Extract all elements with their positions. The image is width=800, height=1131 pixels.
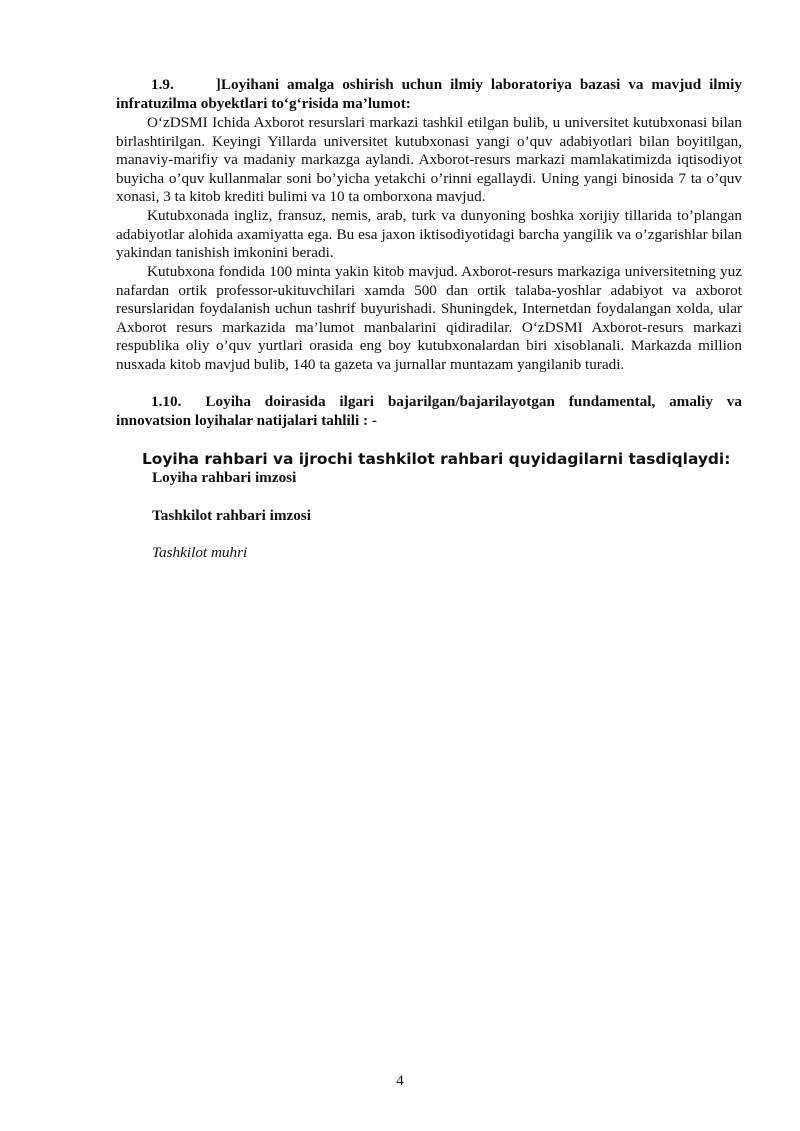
org-seal-label: Tashkilot muhri bbox=[152, 544, 248, 561]
section-1-10-number: 1.10. bbox=[151, 393, 182, 410]
paragraph-3 bbox=[116, 263, 742, 375]
leader-signature-label: Loyiha rahbari imzosi bbox=[152, 469, 297, 486]
paragraph-3-text: Kutubxona fondida 100 minta yakin kitob mavjud. Axborot-resurs markaziga universitetning yuz nafardan ortik professor-ukituvchilari xamda 500 dan ortik talaba-yoshlar adabiyot va axborot resurslaridan foydalanish uchun tashrif buyurishadi. Shuningdek, Internetdan foydalangan xolda, ular Axborot resurs markazida ma’lumot manbalarini qidiradilar. O‘zDSMI Axborot-resurs markazi respublika oliy o’quv yurtlari orasida eng boy kutubxonalardan biri xisoblanali. Markazda million nusxada kitob mavjud bulib, 140 ta gazeta va jurnallar muntazam yangilanib turadi. bbox=[116, 263, 742, 373]
section-1-9-heading bbox=[116, 76, 742, 113]
paragraph-2-text: Kutubxonada ingliz, fransuz, nemis, arab, turk va dunyoning boshka xorijiy tillarida to’plangan adabiyotlar alohida axamiyatta ega. Bu esa jaxon iktisodiyotidagi barcha yangilik va o’zgarishlar bilan yakindan tanishish imkonini beradi. bbox=[116, 207, 742, 262]
section-1-9-number: 1.9. bbox=[151, 76, 174, 93]
org-signature-label: Tashkilot rahbari imzosi bbox=[152, 507, 311, 524]
paragraph-1 bbox=[116, 114, 742, 207]
paragraph-2 bbox=[116, 207, 742, 263]
section-1-10-heading bbox=[116, 393, 742, 430]
paragraph-1-text: O‘zDSMI Ichida Axborot resurslari markazi tashkil etilgan bulib, u universitet kutubxonasi bilan birlashtirilgan. Keyingi Yillarda universitet kutubxonasi yangi o’quv adabiyotlari bilan boyitilgan, manaviy-marifiy va madaniy markazga aylandi. Axborot-resurs markazi mamlakatimizda iqtisodiyot buyicha o’quv kullanmalar soni bo’yicha yetakchi o’rinni egallaydi. Uning yangi binosida 7 ta o’quv xonasi, 3 ta kitob krediti bulimi va 10 ta omborxona mavjud. bbox=[116, 114, 742, 206]
approval-heading: Loyiha rahbari va ijrochi tashkilot rahbari quyidagilarni tasdiqlaydi: bbox=[142, 450, 731, 468]
section-1-10-title: Loyiha doirasida ilgari bajarilgan/bajarilayotgan fundamental, amaliy va innovatsion loyihalar natijalari tahlili : - bbox=[116, 393, 742, 429]
section-1-9-title: ]Loyihani amalga oshirish uchun ilmiy laboratoriya bazasi va mavjud ilmiy infratuzilma obyektlari to‘g‘risida ma’lumot: bbox=[116, 76, 742, 112]
page-number: 4 bbox=[396, 1073, 404, 1089]
